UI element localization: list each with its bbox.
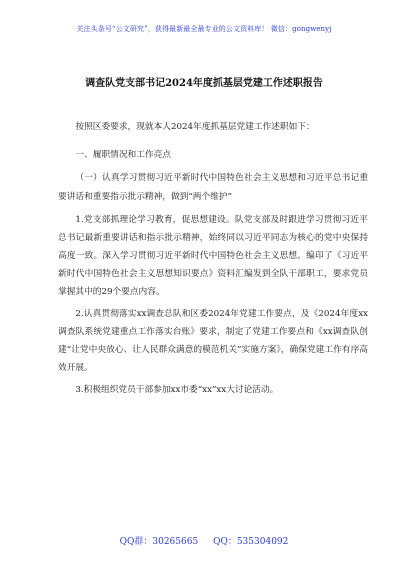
- document-title: 调查队党支部书记2024年度抓基层党建工作述职报告: [85, 78, 323, 89]
- header-banner: 关注头条号“公文研究”，获得最新最全最专业的公文资料库！ 微信：gongwenyj: [76, 25, 332, 33]
- footer-contact: [0, 534, 408, 547]
- body-paragraph-3: 3.积极组织党员干部参加xx市委“xx”xx大讨论活动。: [75, 385, 279, 395]
- footer-qq: QQ：535304092: [213, 537, 289, 547]
- intro-paragraph: 按照区委要求，现就本人2024年度抓基层党建工作述职如下：: [75, 122, 315, 132]
- body-paragraph-2: 2.认真贯彻落实xx调查总队和区委2024年党建工作要点，及《2024年度xx调查队系统党建重点工作落实台账》要求，制定了党建工作要点和《xx调查队创建“让党中央放心、让人民群众满意的模范机关”实施方案》，确保党建工作有序高效开展。: [58, 309, 368, 373]
- subsection-heading: （一）认真学习贯彻习近平新时代中国特色社会主义思想和习近平总书记重要讲话和重要指示批示精神，做到“两个维护”: [58, 173, 368, 202]
- document-body: [58, 118, 368, 400]
- section-heading: 一、履职情况和工作亮点: [75, 150, 171, 160]
- body-paragraph-1: 1.党支部抓理论学习教育，促思想建设。队党支部及时跟进学习贯彻习近平总书记最新重要讲话和指示批示精神，始终同以习近平同志为核心的党中央保持高度一致。深入学习贯彻习近平新时代中国特色社会主义思想。编印了《习近平新时代中国特色社会主义思想知识要点》资料汇编发到全队干部职工，要求党员掌握其中的29个要点内容。: [58, 215, 368, 297]
- footer-qq-group: QQ群：30265665: [119, 537, 199, 547]
